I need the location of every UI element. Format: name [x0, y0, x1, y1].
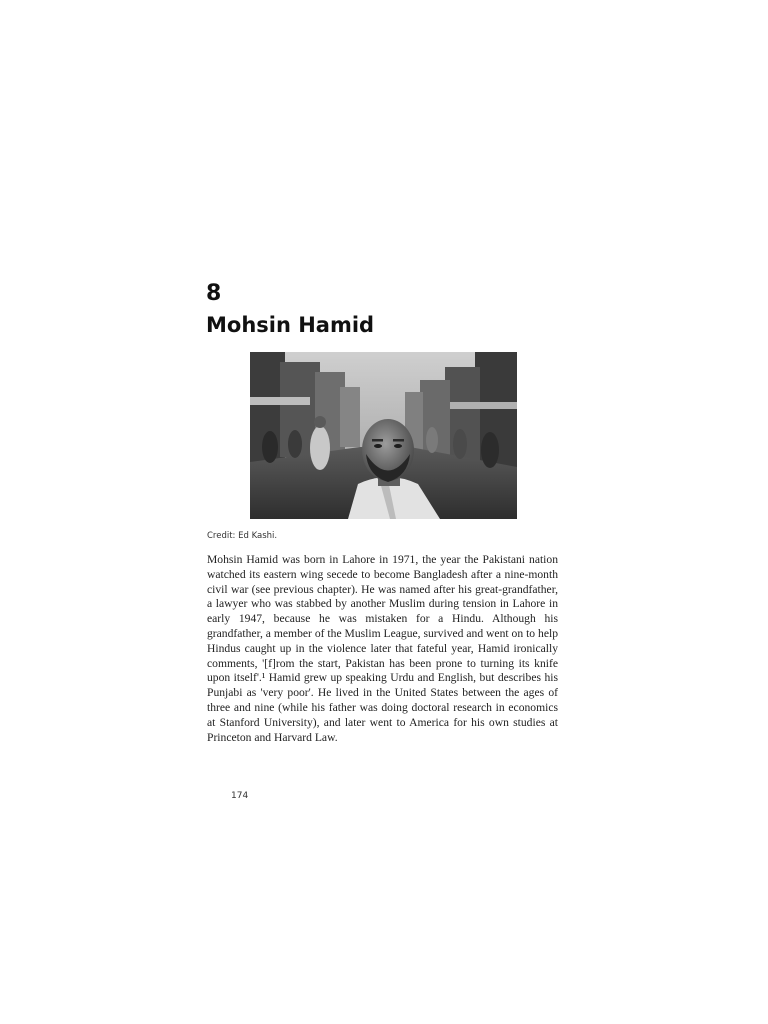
photo-credit: Credit: Ed Kashi.	[207, 531, 278, 541]
chapter-title: Mohsin Hamid	[206, 313, 375, 337]
page-number: 174	[231, 791, 249, 801]
body-paragraph: Mohsin Hamid was born in Lahore in 1971, the year the Pakistani nation watched its eastern wing secede to become Bangladesh after a nine-month civil war (see previous chapter). He was named after his great-grandfather, a lawyer who was stabbed by another Muslim during tension in Lahore in early 1947, because he was mistaken for a Hindu. Although his grandfather, a member of the Muslim League, survived and went on to help Hindus caught up in the violence later that fateful year, Hamid ironically comments, '[f]rom the start, Pakistan has been prone to turning its knife upon itself'.¹ Hamid grew up speaking Urdu and English, but describes his Punjabi as 'very poor'. He lived in the United States between the ages of three and nine (while his father was doing doctoral research in economics at Stanford University), and later went to America for his own studies at Princeton and Harvard Law.	[207, 553, 558, 744]
author-photo	[250, 352, 517, 519]
chapter-number: 8	[206, 281, 222, 306]
